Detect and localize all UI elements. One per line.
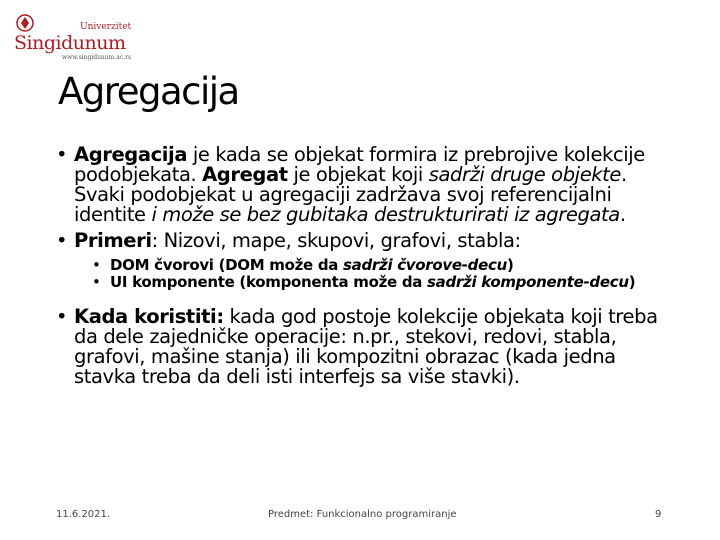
sub-bullet-text: UI komponente (komponenta može da: [110, 273, 428, 291]
italic-text: sadrži čvorove-decu: [343, 256, 507, 274]
term-examples: Primeri: [74, 229, 152, 252]
footer-date: 11.6.2021.: [56, 509, 111, 520]
italic-text: sadrži druge objekte: [428, 163, 622, 186]
bullet-aggregation: [56, 145, 666, 225]
bullet-text: kada god postoje kolekcije objekata koji treba da dele zajedničke operacije: n.pr., stekovi, redovi, stabla, grafovi, mašine stanja) ili kompozitni obrazac (kada jedna stavka treba da deli isti interfejs sa više stavki).: [74, 305, 658, 388]
term-aggregate: Agregat: [202, 163, 288, 186]
university-seal-icon: [16, 14, 34, 32]
term-aggregation: Agregacija: [74, 143, 188, 166]
footer-course: Predmet: Funkcionalno programiranje: [268, 509, 457, 520]
bullet-icon: •: [92, 256, 101, 274]
term-when-to-use: Kada koristiti:: [74, 305, 224, 328]
slide-title: Agregacija: [58, 70, 239, 113]
sub-bullet-dom: [92, 257, 666, 274]
bullet-examples: [56, 231, 666, 251]
bullet-text: je kada se objekat formira iz prebrojive kolekcije podobjekata.: [74, 143, 645, 186]
bullet-text: : Nizovi, mape, skupovi, grafovi, stabla:: [151, 229, 521, 252]
slide-content: [56, 145, 666, 387]
logo-url-text: www.singidunum.ac.rs: [62, 54, 132, 61]
bullet-icon: •: [56, 305, 68, 328]
bullet-text: je objekat koji: [287, 163, 429, 186]
bullet-when-to-use: [56, 307, 666, 387]
italic-text: i može se bez gubitaka destrukturirati iz agregata: [151, 203, 620, 226]
sub-bullet-text: ): [628, 273, 636, 291]
italic-text: sadrži komponente-decu: [427, 273, 629, 291]
university-logo: [12, 10, 132, 61]
bullet-icon: •: [56, 143, 68, 166]
logo-top-text: Univerzitet: [80, 22, 132, 32]
bullet-icon: •: [92, 273, 101, 291]
bullet-text: . Svaki podobjekat u agregaciji zadržava svoj referencijalni identite: [74, 163, 627, 226]
bullet-icon: •: [56, 229, 68, 252]
sub-bullet-text: ): [506, 256, 514, 274]
sub-bullet-text: DOM čvorovi (DOM može da: [110, 256, 344, 274]
logo-main-text: Singidunum: [14, 32, 126, 54]
page-number: 9: [655, 509, 662, 520]
bullet-text: .: [619, 203, 626, 226]
sub-bullet-ui: [92, 274, 666, 291]
